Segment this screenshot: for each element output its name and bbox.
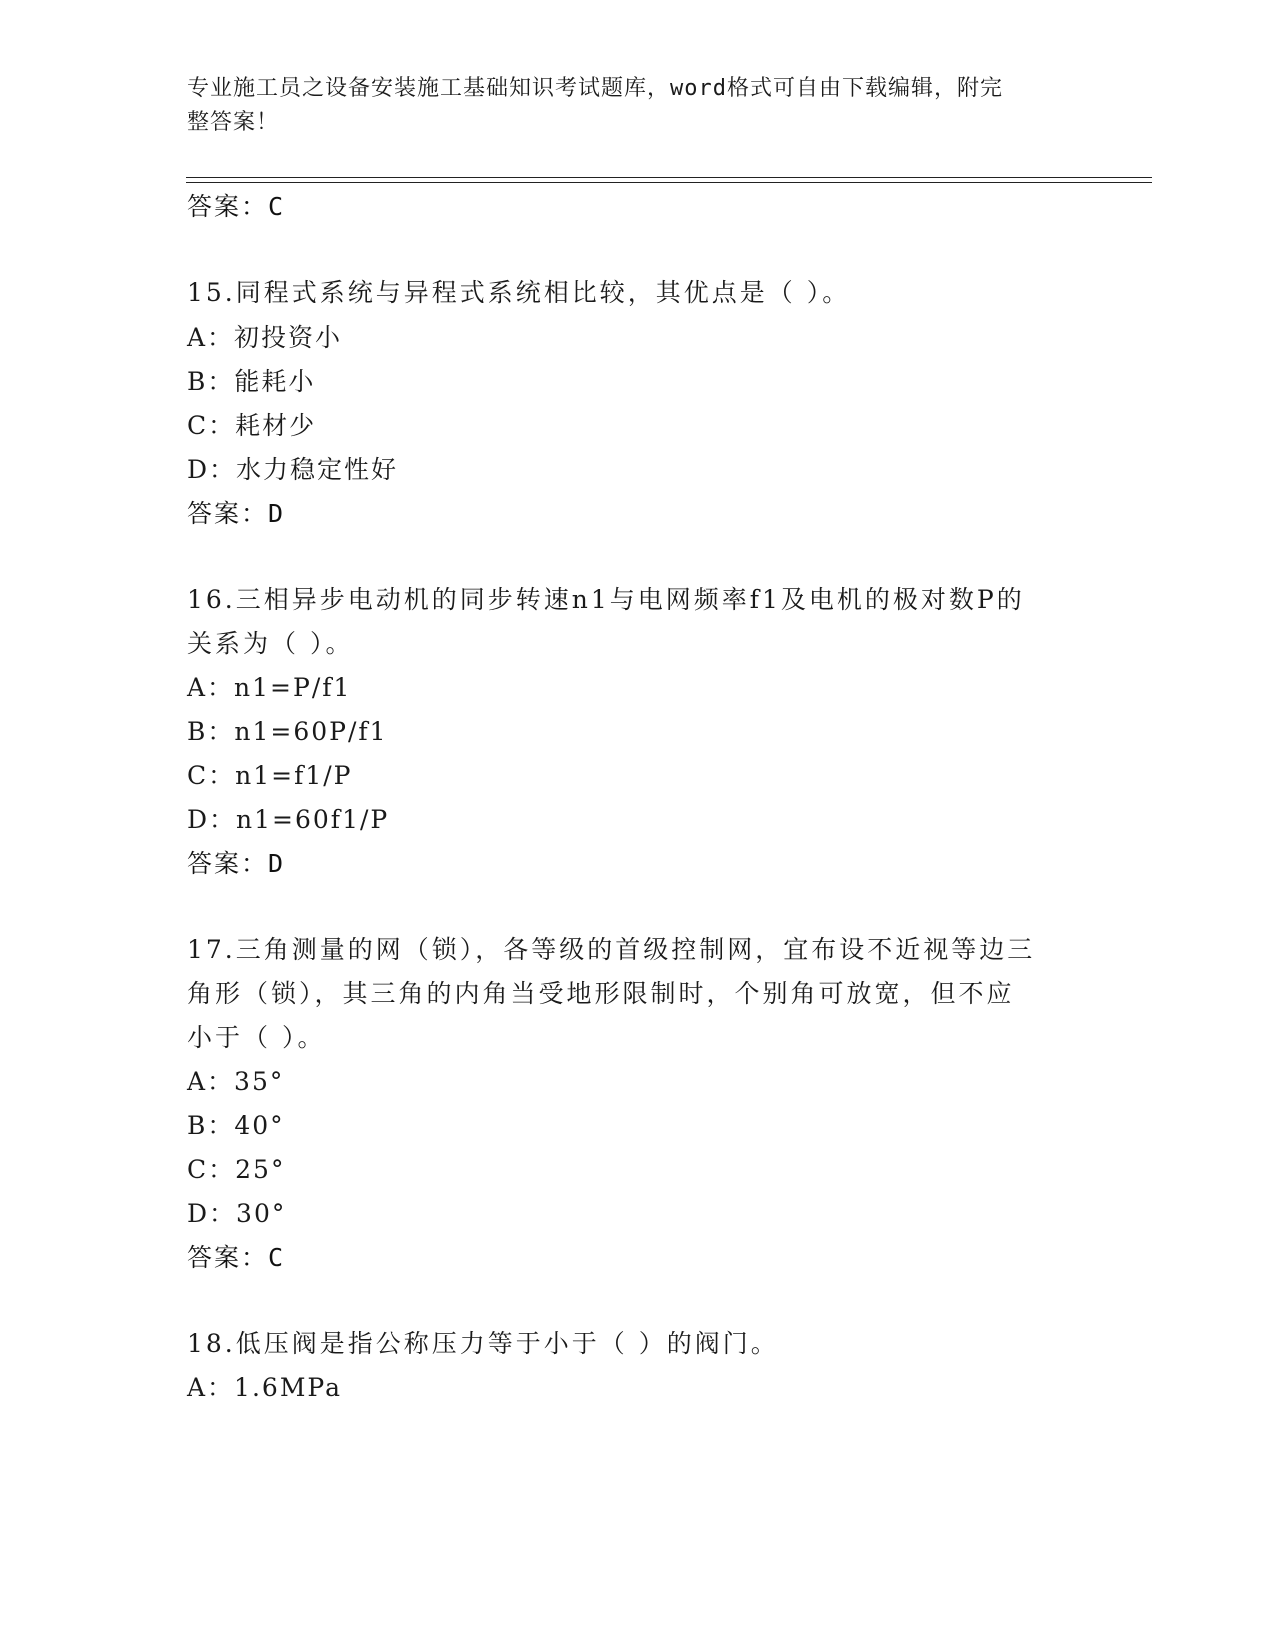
question-17-text-line-1: 17.三角测量的网（锁），各等级的首级控制网，宜布设不近视等边三 xyxy=(187,935,1036,964)
question-15-option-d: D：水力稳定性好 xyxy=(187,455,399,484)
question-17-answer xyxy=(187,1238,285,1274)
question-15-option-b: B：能耗小 xyxy=(187,367,316,396)
header-line-2: 整答案！ xyxy=(187,110,280,135)
header-line-1: 专业施工员之设备安装施工基础知识考试题库，word格式可自由下载编辑，附完 xyxy=(187,76,1003,101)
question-15-option-a: A：初投资小 xyxy=(187,323,343,352)
question-15-option-c: C：耗材少 xyxy=(187,411,317,440)
answer-value: D xyxy=(268,499,286,528)
question-17-option-b: B：40° xyxy=(187,1111,285,1140)
question-16-option-d: D：n1=60f1/P xyxy=(187,805,390,834)
question-16-option-c: C：n1=f1/P xyxy=(187,761,353,790)
question-15-text: 15.同程式系统与异程式系统相比较，其优点是（ ）。 xyxy=(187,278,851,307)
question-17-text-line-3: 小于（ ）。 xyxy=(187,1023,326,1052)
question-16-answer xyxy=(187,844,285,880)
header-divider-bottom xyxy=(186,182,1152,183)
answer-value: D xyxy=(268,849,286,878)
header-divider-top xyxy=(186,177,1152,178)
answer-label: 答案： xyxy=(187,499,269,528)
answer-label: 答案： xyxy=(187,1243,269,1272)
question-17-option-c: C：25° xyxy=(187,1155,286,1184)
question-15-answer xyxy=(187,494,285,530)
question-18-option-a: A：1.6MPa xyxy=(187,1373,343,1402)
question-17-text-line-2: 角形（锁），其三角的内角当受地形限制时，个别角可放宽，但不应 xyxy=(187,979,1015,1008)
answer-value: C xyxy=(268,1243,286,1272)
answer-label: 答案： xyxy=(187,192,269,221)
document-header xyxy=(187,72,1067,140)
question-16-text-line-1: 16.三相异步电动机的同步转速n1与电网频率f1及电机的极对数P的 xyxy=(187,585,1025,614)
answer-line xyxy=(187,187,285,223)
question-17-option-a: A：35° xyxy=(187,1067,285,1096)
question-16-option-b: B：n1=60P/f1 xyxy=(187,717,388,746)
question-17-option-d: D：30° xyxy=(187,1199,287,1228)
answer-label: 答案： xyxy=(187,849,269,878)
answer-value: C xyxy=(268,192,286,221)
question-16-option-a: A：n1=P/f1 xyxy=(187,673,352,702)
question-18-text: 18.低压阀是指公称压力等于小于（ ）的阀门。 xyxy=(187,1329,779,1358)
question-16-text-line-2: 关系为（ ）。 xyxy=(187,629,354,658)
